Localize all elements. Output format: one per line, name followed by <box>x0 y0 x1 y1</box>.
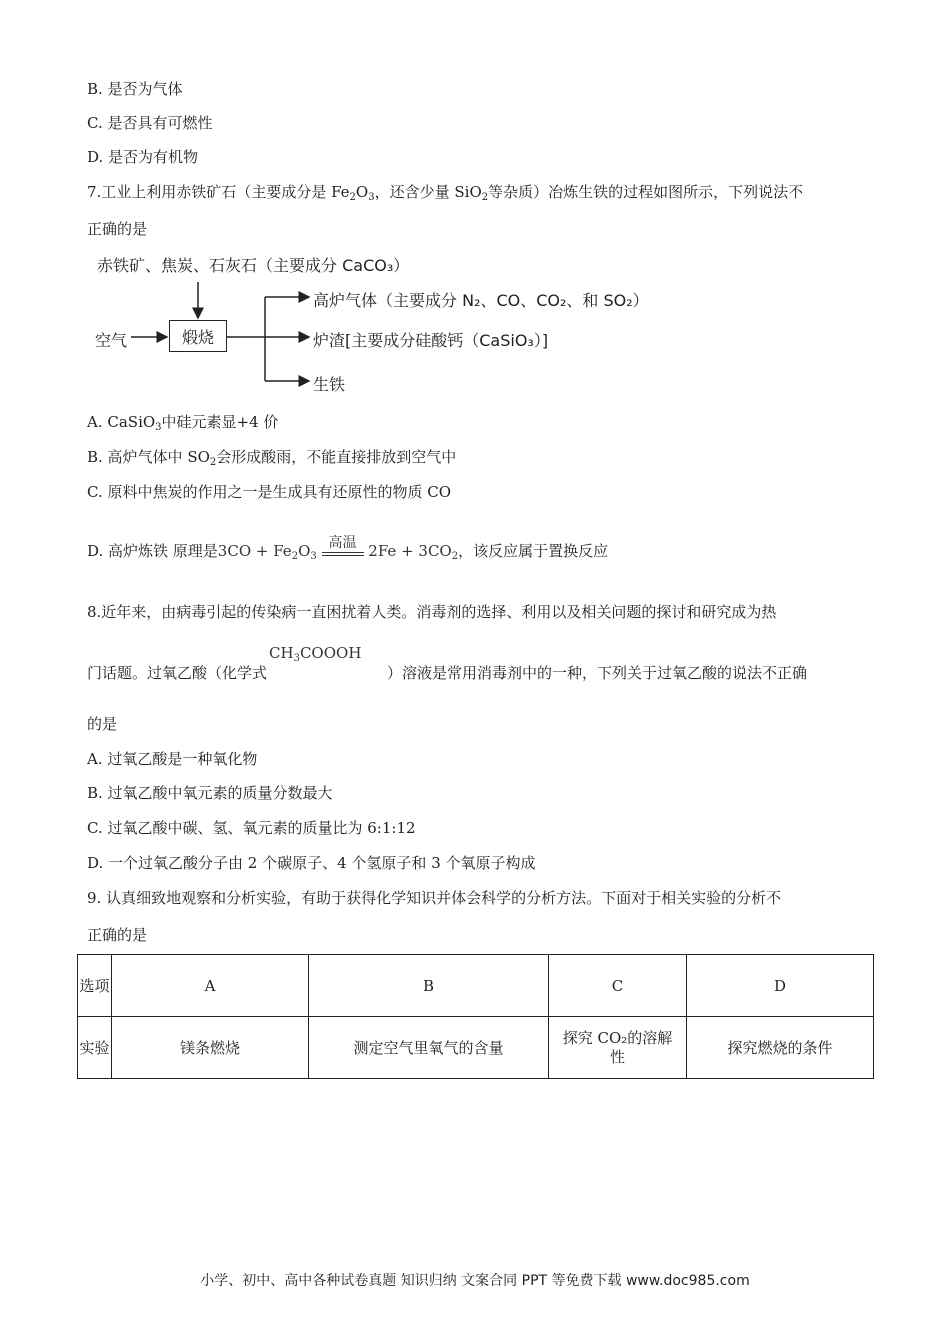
diagram-air-label: 空气 <box>95 331 128 350</box>
q7-stem-line1: 7.工业上利用赤铁矿石（主要成分是 $Fe_2O_3$，还含少量 SiO$_2$等杂质）冶炼生铁的过程如图所示，下列说法不 <box>87 183 804 203</box>
q8-option-d: D. 一个过氧乙酸分子由 2 个碳原子、4 个氢原子和 3 个氧原子构成 <box>87 854 536 872</box>
q6-option-c: C. 是否具有可燃性 <box>87 114 213 132</box>
diagram-inputs-label: 赤铁矿、焦炭、石灰石（主要成分 CaCO₃） <box>97 256 410 275</box>
q7-stem-line2: 正确的是 <box>87 220 148 238</box>
row-header-experiment: 实验 <box>78 1017 112 1079</box>
q8-option-c: C. 过氧乙酸中碳、氢、氧元素的质量比为 6:1:12 <box>87 819 416 837</box>
q7-option-a-part: A. CaSiO <box>87 413 156 431</box>
diagram-process-box <box>169 320 227 352</box>
q7-flow-diagram <box>87 250 707 400</box>
q8-stem-part: ）溶液是常用消毒剂中的一种，下列关于过氧乙酸的说法不正确 <box>387 664 808 682</box>
peracetic-acid-formula: $CH_3COOOH$ <box>269 644 362 664</box>
table-row <box>78 1017 874 1079</box>
q7-option-d-part: D. 高炉炼铁 原理是 <box>87 542 218 560</box>
table-cell: D <box>687 955 874 1017</box>
q9-stem-line1: 9. 认真细致地观察和分析实验，有助于获得化学知识并体会科学的分析方法。下面对于相关实验的分析不 <box>87 889 782 907</box>
q7-stem-part: ，还含少量 SiO <box>374 183 482 201</box>
q8-stem-line3: 的是 <box>87 715 118 733</box>
q7-stem-part: 7.工业上利用赤铁矿石（主要成分是 Fe <box>87 183 350 201</box>
q7-stem-part: O <box>355 183 369 201</box>
table-cell: 探究 CO₂的溶解性 <box>549 1017 687 1079</box>
table-cell: 测定空气里氧气的含量 <box>309 1017 549 1079</box>
diagram-output-iron: 生铁 <box>313 375 346 394</box>
q8-option-b: B. 过氧乙酸中氧元素的质量分数最大 <box>87 784 333 802</box>
q7-option-c: C. 原料中焦炭的作用之一是生成具有还原性的物质 CO <box>87 483 452 501</box>
q7-option-d-part: ，该反应属于置换反应 <box>458 542 609 560</box>
q8-option-a: A. 过氧乙酸是一种氧化物 <box>87 750 258 768</box>
diagram-output-gas: 高炉气体（主要成分 N₂、CO、CO₂、和 SO₂） <box>313 291 649 310</box>
q7-stem-part: 等杂质）冶炼生铁的过程如图所示，下列说法不 <box>488 183 804 201</box>
table-row <box>78 955 874 1017</box>
table-cell: 镁条燃烧 <box>112 1017 309 1079</box>
q7-option-b-part: 会形成酸雨，不能直接排放到空气中 <box>216 448 457 466</box>
reaction-equation: $3CO + Fe_2O_3$ 高温 $2Fe + 3CO_2$ <box>218 542 458 560</box>
equals-sign <box>322 552 364 556</box>
table-cell: C <box>549 955 687 1017</box>
q6-option-b: B. 是否为气体 <box>87 80 183 98</box>
row-header-options: 选项 <box>78 955 112 1017</box>
q8-stem-part: 门话题。过氧乙酸（化学式 <box>87 664 268 682</box>
q7-option-a: A. CaSiO$_3$中硅元素显+4 价 <box>87 413 279 433</box>
experiment-table <box>77 954 874 1079</box>
table-cell: 探究燃烧的条件 <box>687 1017 874 1079</box>
table-cell: A <box>112 955 309 1017</box>
diagram-output-slag: 炉渣[主要成分硅酸钙（CaSiO₃）] <box>313 331 549 350</box>
q8-stem-line2 <box>87 644 808 683</box>
q7-option-b: B. 高炉气体中 $SO_2$会形成酸雨，不能直接排放到空气中 <box>87 448 457 468</box>
q9-stem-line2: 正确的是 <box>87 926 148 944</box>
reaction-condition-text: 高温 <box>328 535 357 551</box>
q7-option-a-part: 中硅元素显+4 价 <box>161 413 279 431</box>
q6-option-d: D. 是否为有机物 <box>87 148 199 166</box>
table-cell: B <box>309 955 549 1017</box>
q7-option-b-part: B. 高炉气体中 SO <box>87 448 210 466</box>
page-footer: 小学、初中、高中各种试卷真题 知识归纳 文案合同 PPT 等免费下载 www.doc985.com <box>200 1273 750 1289</box>
diagram-process-label: 煅烧 <box>181 327 214 347</box>
q8-stem-line1: 8.近年来，由病毒引起的传染病一直困扰着人类。消毒剂的选择、利用以及相关问题的探讨和研究成为热 <box>87 603 777 621</box>
q7-option-d <box>87 535 609 562</box>
